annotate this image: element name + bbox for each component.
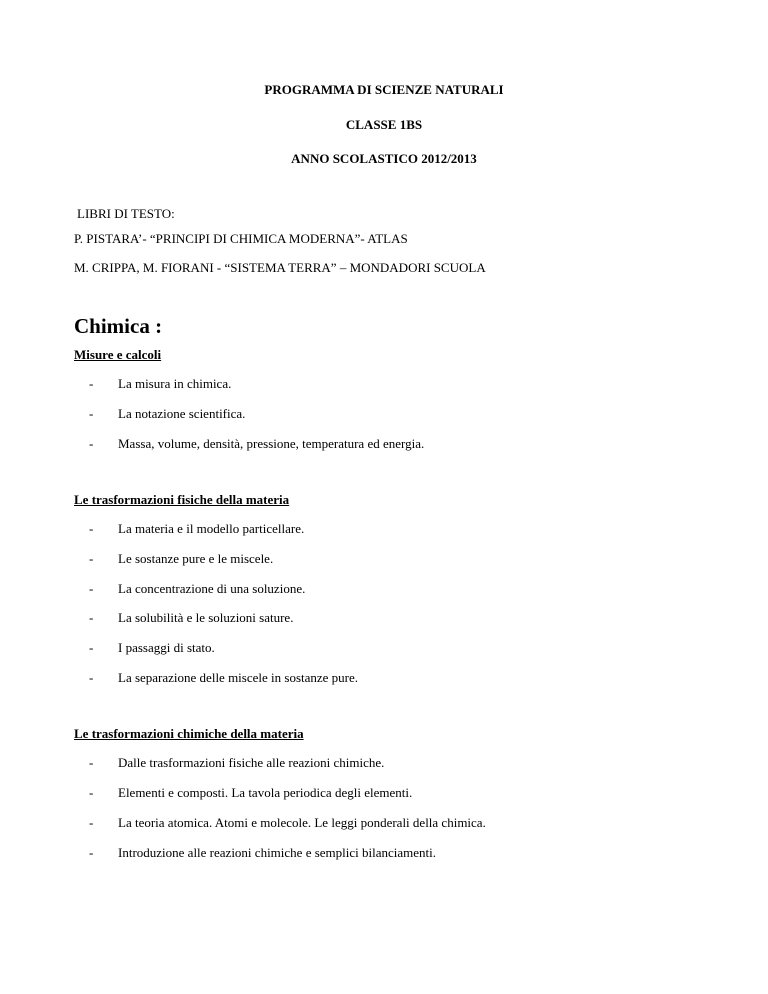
bullet-dash: -: [89, 436, 94, 451]
list-item: [0, 785, 768, 801]
list-item: [0, 640, 768, 656]
list-item: [0, 581, 768, 597]
textbook-2: M. CRIPPA, M. FIORANI - “SISTEMA TERRA” – MONDADORI SCUOLA: [74, 260, 486, 275]
list-item-text: La separazione delle miscele in sostanze pure.: [118, 670, 359, 685]
list-item: [0, 551, 768, 567]
textbooks-heading: LIBRI DI TESTO:: [77, 206, 175, 221]
list-item: [0, 670, 768, 686]
list-item-text: La misura in chimica.: [118, 376, 232, 391]
bullet-dash: -: [89, 521, 94, 536]
list-item: [0, 610, 768, 626]
list-item-text: Le sostanze pure e le miscele.: [118, 551, 274, 566]
school-year: ANNO SCOLASTICO 2012/2013: [291, 151, 477, 166]
list-item-text: Introduzione alle reazioni chimiche e semplici bilanciamenti.: [118, 845, 437, 860]
list-item-text: La materia e il modello particellare.: [118, 521, 305, 536]
list-item: [0, 755, 768, 771]
bullet-dash: -: [89, 610, 94, 625]
list-item: [0, 815, 768, 831]
list-item: [0, 436, 768, 452]
bullet-dash: -: [89, 406, 94, 421]
list-item-text: La solubilità e le soluzioni sature.: [118, 610, 294, 625]
list-item: [0, 845, 768, 861]
bullet-dash: -: [89, 815, 94, 830]
program-title: PROGRAMMA DI SCIENZE NATURALI: [264, 82, 504, 97]
list-item-text: Massa, volume, densità, pressione, temperatura ed energia.: [118, 436, 425, 451]
section-heading-trasformazioni-chimiche: Le trasformazioni chimiche della materia: [74, 726, 304, 741]
list-item-text: La notazione scientifica.: [118, 406, 246, 421]
bullet-dash: -: [89, 785, 94, 800]
section-heading-trasformazioni-fisiche: Le trasformazioni fisiche della materia: [74, 492, 290, 507]
list-item-text: I passaggi di stato.: [118, 640, 215, 655]
list-item-text: La concentrazione di una soluzione.: [118, 581, 306, 596]
bullet-dash: -: [89, 845, 94, 860]
list-item-text: Elementi e composti. La tavola periodica degli elementi.: [118, 785, 413, 800]
bullet-dash: -: [89, 755, 94, 770]
class-label: CLASSE 1BS: [345, 117, 423, 132]
list-item: [0, 521, 768, 537]
textbook-1: P. PISTARA’- “PRINCIPI DI CHIMICA MODERNA”- ATLAS: [74, 231, 408, 246]
bullet-dash: -: [89, 581, 94, 596]
chemistry-title: Chimica :: [74, 314, 163, 338]
bullet-dash: -: [89, 551, 94, 566]
bullet-dash: -: [89, 376, 94, 391]
list-item: [0, 376, 768, 392]
bullet-dash: -: [89, 640, 94, 655]
list-item: [0, 406, 768, 422]
list-item-text: Dalle trasformazioni fisiche alle reazioni chimiche.: [118, 755, 385, 770]
section-heading-misure: Misure e calcoli: [74, 347, 162, 362]
list-item-text: La teoria atomica. Atomi e molecole. Le leggi ponderali della chimica.: [118, 815, 486, 830]
bullet-dash: -: [89, 670, 94, 685]
